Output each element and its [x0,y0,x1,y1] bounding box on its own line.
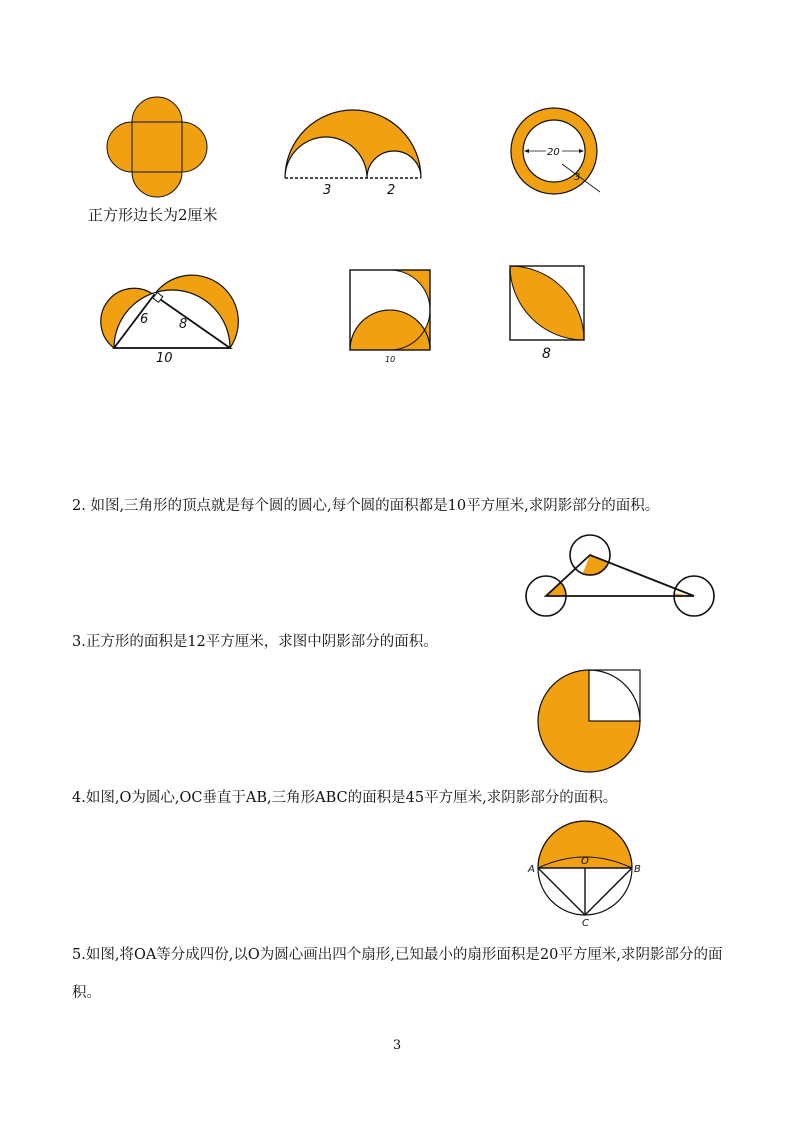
label-b: B [634,864,641,875]
figure-quarter-circle [536,666,642,774]
question-2: 2. 如图,三角形的顶点就是每个圆的圆心,每个圆的面积都是10平方厘米,求阴影部分的面积。 [72,498,660,514]
label-2: 2 [387,183,396,198]
figure-triangle-semicircles [96,268,244,368]
label-20: 20 [547,147,560,158]
label-3: 3 [574,172,581,183]
figure-circle-oab [526,818,646,929]
label-8: 8 [179,317,188,332]
question-3: 3.正方形的面积是12平方厘米，求图中阴影部分的面积。 [72,634,438,650]
label-o: O [581,856,589,867]
label-10: 10 [156,351,173,366]
figure-square-arcs [348,270,432,366]
label-6: 6 [140,312,149,327]
label-8: 8 [542,346,551,362]
figure-semicircles [282,98,428,198]
label-3: 3 [323,183,332,198]
figure-ring [504,104,604,196]
figure-caption: 正方形边长为2厘米 [88,206,218,224]
label-a: A [528,864,535,875]
figure-triangle-circles [524,534,716,616]
label-10: 10 [385,355,396,364]
figure-leaf [508,264,588,362]
label-c: C [582,918,589,929]
question-4: 4.如图,O为圆心,OC垂直于AB,三角形ABC的面积是45平方厘米,求阴影部分的面积。 [72,790,618,806]
figure-square-petals [106,96,208,198]
question-5: 5.如图,将OA等分成四份,以O为圆心画出四个扇形,已知最小的扇形面积是20平方厘米,求阴影部分的面积。 [72,947,723,1001]
page-number: 3 [392,1038,402,1053]
